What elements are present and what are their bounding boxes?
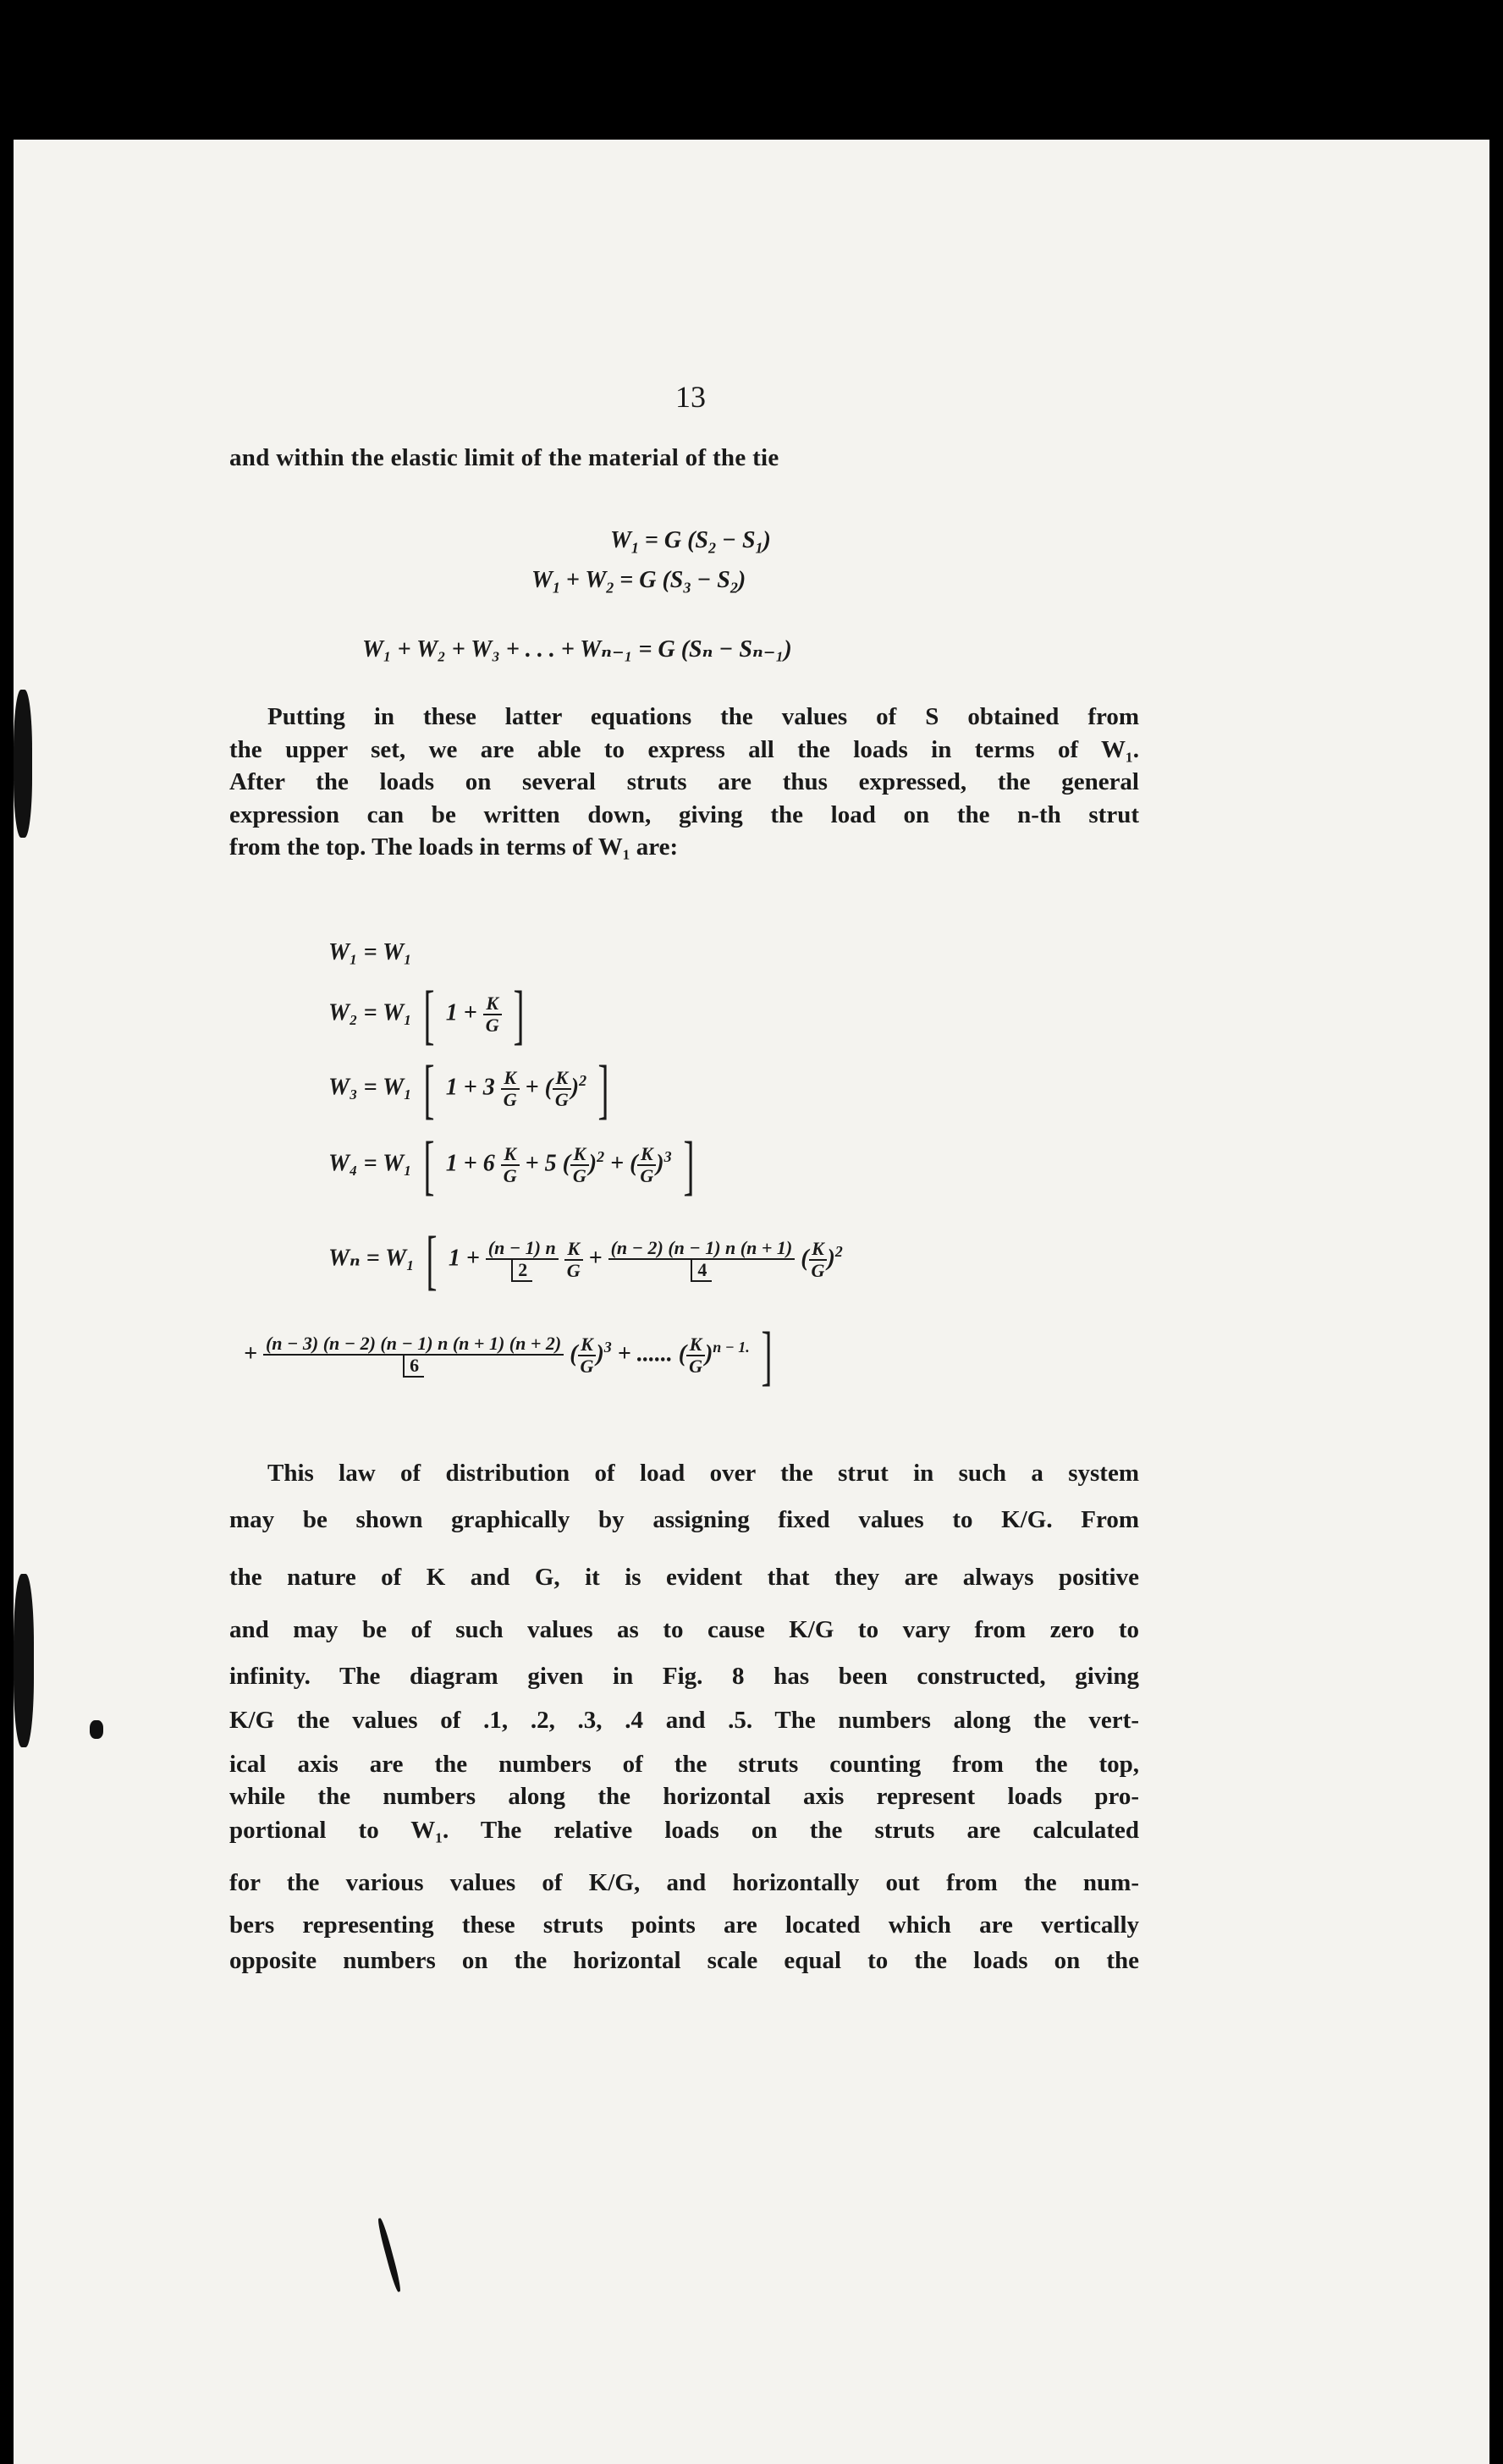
scan-blemish-dot [90, 1720, 103, 1739]
equation-1 [610, 527, 771, 558]
wn-kg-1-den: G [566, 1260, 581, 1281]
wn-frac-1-den [486, 1260, 559, 1282]
w4-open-bracket: [ [423, 1128, 435, 1202]
eq2-mid: − S [691, 567, 730, 593]
w4-frac-2 [570, 1144, 589, 1186]
w4-exp2: 2 [597, 1148, 605, 1166]
wn-fact-1: 2 [511, 1260, 532, 1282]
wn-kg-2-den: G [811, 1260, 825, 1281]
w4-frac-3 [637, 1144, 656, 1186]
wn-frac-2-den [608, 1260, 796, 1282]
intro-line: and within the elastic limit of the material of the tie [229, 444, 779, 471]
w2-close-bracket: ] [513, 977, 525, 1051]
eq2-b: 2 [606, 579, 614, 597]
w4-lhs: W₄ = W₁ [328, 1150, 412, 1177]
wn-fact-3: 6 [403, 1356, 424, 1378]
wn-dots: + ...... [617, 1340, 673, 1367]
w2-frac [483, 993, 502, 1036]
paragraph-1-line-5: from the top. The loads in terms of W₁ are: [229, 833, 679, 861]
eq2-s2: 2 [729, 579, 738, 597]
eq1-mid: − S [715, 527, 756, 553]
w2-inner: 1 + [445, 999, 477, 1026]
document-page [14, 140, 1489, 2464]
w3-frac-1-den: G [503, 1089, 517, 1110]
wn-kg-3-num: K [578, 1334, 597, 1356]
w4-frac-1-num: K [501, 1144, 520, 1166]
paragraph-2-line-4: and may be of such values as to cause K/G to vary from zero to [229, 1616, 1139, 1643]
paragraph-2 [229, 1451, 1139, 1974]
w4-frac-1-den: G [503, 1165, 517, 1186]
wn-frac-3 [263, 1334, 564, 1378]
eq1-s2: 2 [707, 539, 716, 557]
load-wn-continued: + $\frac{(n - 3) (n - 2) (n - 1) n (n + 1) (n + 2)}{6}$ ( $\frac{K}{G}$ )$^3$ + ...... ( $\frac{K}{G}$ )$^{n - 1.}$ ] [244, 1318, 773, 1392]
w3-inner-b: + ( [525, 1074, 553, 1101]
wn-fact-2: 4 [691, 1260, 712, 1282]
w3-frac-2 [553, 1068, 571, 1110]
page-number: 13 [675, 380, 706, 414]
wn-close-bracket: ] [761, 1318, 773, 1392]
w4-frac-2-num: K [570, 1144, 589, 1166]
w2-frac-den: G [485, 1015, 499, 1036]
w4-frac-3-den: G [640, 1165, 654, 1186]
wn-expn: n − 1. [713, 1339, 750, 1356]
eq2-s3: 3 [683, 579, 691, 597]
equation-3: W₁ + W₂ + W₃ + . . . + Wₙ₋₁ = G (Sₙ − Sₙ₋₁) [362, 636, 792, 663]
eq1-lhs-sub: 1 [630, 539, 639, 557]
load-w2 [328, 977, 530, 1051]
w4-inner-b: + 5 ( [525, 1150, 570, 1177]
wn-kg-1 [564, 1239, 583, 1281]
scan-blemish-left-bottom [14, 1574, 34, 1747]
wn-frac-1 [486, 1238, 559, 1282]
load-w1: W₁ = W₁ [328, 939, 412, 965]
w4-exp3: 3 [663, 1148, 672, 1166]
w3-frac-1 [501, 1068, 520, 1110]
wn-frac-3-num: (n − 3) (n − 2) (n − 1) n (n + 1) (n + 2) [263, 1334, 564, 1356]
equation-2 [531, 567, 746, 597]
paragraph-2-line-6: K/G the values of .1, .2, .3, .4 and .5. The numbers along the vert- [229, 1707, 1139, 1734]
wn-kg-2 [809, 1239, 828, 1281]
w4-close-bracket: ] [683, 1128, 695, 1202]
wn-frac-2 [608, 1238, 796, 1282]
load-w4: W₄ = W₁ [ 1 + 6 $\frac{K}{G}$ + 5 ( $\frac{K}{G}$ )$^2$ + ( $\frac{K}{G}$ )$^3$ ] [328, 1128, 695, 1202]
wn-exp2: 2 [834, 1243, 843, 1261]
paragraph-1-line-4: expression can be written down, giving the load on the n-th strut [229, 800, 1139, 828]
wn-kg-1-num: K [564, 1239, 583, 1261]
wn-kg-3-den: G [580, 1356, 594, 1377]
wn-a: 1 + [448, 1245, 480, 1272]
wn-lhs: Wₙ = W₁ [328, 1245, 415, 1272]
paragraph-2-line-7: ical axis are the numbers of the struts counting from the top, [229, 1751, 1139, 1778]
paragraph-1 [229, 701, 1139, 864]
wn-open-bracket: [ [426, 1223, 438, 1296]
paragraph-2-line-2: may be shown graphically by assigning fixed values to K/G. From [229, 1506, 1139, 1533]
wn-kg-n [686, 1334, 705, 1377]
wn-kg-n-den: G [689, 1356, 702, 1377]
paragraph-2-line-8: while the numbers along the horizontal axis represent loads pro- [229, 1783, 1139, 1810]
scan-blemish-left-top [14, 690, 32, 838]
paragraph-1-line-2: the upper set, we are able to express all the loads in terms of W₁. [229, 735, 1139, 763]
w3-exp: 2 [579, 1072, 587, 1090]
wn-kg-3 [578, 1334, 597, 1377]
w3-inner-a: 1 + 3 [445, 1074, 495, 1101]
wn-exp3: 3 [603, 1339, 612, 1356]
paragraph-2-line-10: for the various values of K/G, and horizontally out from the num- [229, 1869, 1139, 1896]
paragraph-2-line-3: the nature of K and G, it is evident that they are always positive [229, 1564, 1139, 1591]
w2-frac-num: K [483, 993, 502, 1015]
eq1-lhs: W [610, 527, 631, 553]
eq1-s1: 1 [755, 539, 763, 557]
w3-close-bracket: ] [597, 1052, 609, 1125]
w3-open-bracket: [ [423, 1052, 435, 1125]
w4-inner-a: 1 + 6 [445, 1150, 495, 1177]
eq2-plus: + W [559, 567, 607, 593]
w3-frac-1-num: K [501, 1068, 520, 1090]
w2-open-bracket: [ [423, 977, 435, 1051]
paragraph-1-line-1: Putting in these latter equations the values of S obtained from [267, 703, 1139, 730]
paragraph-2-line-11: bers representing these struts points are located which are vertically [229, 1911, 1139, 1939]
paragraph-2-line-12: opposite numbers on the horizontal scale equal to the loads on the [229, 1947, 1139, 1974]
w4-frac-3-num: K [637, 1144, 656, 1166]
w3-lhs: W₃ = W₁ [328, 1074, 412, 1101]
wn-kg-2-num: K [809, 1239, 828, 1261]
wn-kg-n-num: K [686, 1334, 705, 1356]
w3-frac-2-num: K [553, 1068, 571, 1090]
load-wn: Wₙ = W₁ [ 1 + $\frac{(n - 1) n}{2}$ $\frac{K}{G}$ + $\frac{(n - 2) (n - 1) n (n + 1)}{4}$ ( $\frac{K}{G}$ )$^2$ [328, 1223, 843, 1296]
w4-frac-1 [501, 1144, 520, 1186]
w4-frac-2-den: G [572, 1165, 586, 1186]
wn-frac-2-num: (n − 2) (n − 1) n (n + 1) [608, 1238, 796, 1260]
w2-lhs: W₂ = W₁ [328, 999, 412, 1026]
scan-blemish-squiggle [376, 2217, 402, 2292]
eq2-lhs: W [531, 567, 553, 593]
paragraph-2-line-1: This law of distribution of load over the strut in such a system [267, 1460, 1139, 1487]
paragraph-2-line-9: portional to W₁. The relative loads on the struts are calculated [229, 1817, 1139, 1844]
wn-frac-3-den [263, 1356, 564, 1378]
paragraph-2-line-5: infinity. The diagram given in Fig. 8 has been constructed, giving [229, 1663, 1139, 1690]
eq1-close: ) [763, 527, 771, 553]
wn-frac-1-num: (n − 1) n [486, 1238, 559, 1260]
paragraph-1-line-3: After the loads on several struts are thus expressed, the general [229, 768, 1139, 795]
load-w3: W₃ = W₁ [ 1 + 3 $\frac{K}{G}$ + ( $\frac{K}{G}$ )$^2$ ] [328, 1052, 609, 1125]
eq2-close: ) [737, 567, 746, 593]
w3-frac-2-den: G [554, 1089, 569, 1110]
w4-inner-c: + ( [610, 1150, 638, 1177]
eq1-rhs: = G (S [644, 527, 708, 553]
eq2-rhs: = G (S [614, 567, 684, 593]
eq2-a: 1 [552, 579, 560, 597]
